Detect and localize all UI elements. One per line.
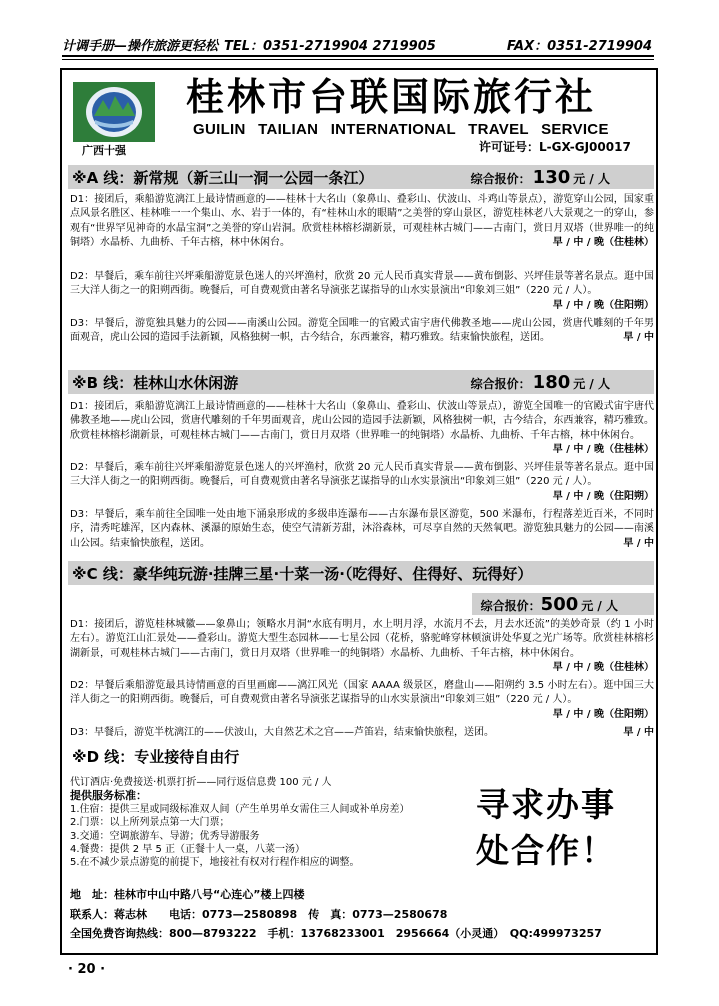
price-unit: 元 / 人	[581, 599, 618, 613]
meal-info: 早 / 中 / 晚（住桂林）	[552, 237, 654, 249]
header-slogan: 计调手册—操作旅游更轻松	[62, 39, 219, 54]
route-d-title: ※D 线：专业接待自由行	[72, 747, 240, 766]
route-b-day-1: D1：接团后，乘船游览漓江上最诗情画意的——桂林十大名山（象鼻山、叠彩山、伏波山等景点），游览全国唯一的官殿式宙宇唐代佛教圣地——虎山公园，赏唐代雕刻的千年男面观音，虎山公园的造园手法新颖，风格独树一帜，古今结合，东西兼容，精巧雅致。欣赏桂林榕杉湖新景，可观桂林古城门——古南门，赏日月双塔（世界唯一的纯铜塔）水晶桥、九曲桥、千年古榕，林中休闲台。 早 / 中 / 晚（住桂林）	[70, 400, 654, 458]
service-item: 5.在不减少景点游览的前提下，地接社有权对行程作相应的调整。	[70, 857, 360, 869]
meal-info: 早 / 中	[623, 332, 654, 344]
header-tel: TEL：0351-2719904 2719905	[224, 39, 436, 54]
route-a-bar	[68, 165, 654, 189]
coop-line-1: 寻求办事	[476, 785, 616, 824]
meal-info: 早 / 中 / 晚（住阳朔）	[552, 708, 654, 720]
price-label: 综合报价：	[470, 376, 531, 391]
company-name-cn: 桂林市台联国际旅行社	[186, 74, 597, 119]
services-intro: 代订酒店·免费接送·机票打折——同行返信息费 100 元 / 人	[70, 777, 332, 788]
price-value: 500	[540, 594, 579, 615]
route-a-day-1: D1：接团后，乘船游览漓江上最诗情画意的——桂林十大名山（象鼻山、叠彩山、伏波山、斗鸡山等景点），游览穿山公园，国家重点风景名胜区、桂林唯一一个集山、水、岩于一体的，有“桂林山水的眼睛”之美誉的穿山景区，游览桂林老八大景观之一的穿山，参观有“世界罕见神奇的水晶宝洞”之美誉的穿山岩洞。欣赏桂林榕杉湖新景，可观桂林古城门——古南门，赏日月双塔（世界唯一的纯铜塔）水晶桥、九曲桥、千年古榕，林中休闲台。 早 / 中 / 晚（住桂林）	[70, 193, 654, 251]
route-a-price	[471, 167, 654, 188]
route-a-day-2: D2：早餐后，乘车前往兴坪乘船游览景色迷人的兴坪渔村，欣赏 20 元人民币真实背景——黄布倒影、兴坪佳景等著名景点。逛中国三大洋人街之一的阳朔西街。晚餐后，可自费观赏由著名导演张艺谋指导的山水实景演出“印象刘三姐”（220 元 / 人）。 早 / 中 / 晚（住阳朔）	[70, 270, 654, 313]
price-label: 综合报价：	[470, 171, 531, 186]
route-c-day-3: D3：早餐后，游览半枕漓江的——伏波山，大自然艺术之宫——芦笛岩，结束愉快旅程，送团。 早 / 中	[70, 726, 654, 740]
meal-info: 早 / 中 / 晚（住阳朔）	[552, 490, 654, 502]
cooperation-slogan	[476, 782, 616, 874]
route-a-day-3: D3：早餐后，游览独具魅力的公园——南溪山公园。游览全国唯一的官殿式宙宇唐代佛教圣地——虎山公园，赏唐代雕刻的千年男面观音，虎山公园的造园手法新颖，风格独树一帜，古今结合，东西兼容，精巧雅致。结束愉快旅程，送团。 早 / 中	[70, 317, 654, 346]
route-c-bar	[68, 561, 654, 585]
price-value: 130	[532, 166, 571, 188]
route-b-day-3: D3：早餐后，乘车前往全国唯一处由地下涌泉形成的多级串连瀑布——古东瀑布景区游览，500 米瀑布，行程落差近百米，不同时序，清秀咤雄浑，区内森林、溪瀑的原始生态，使空气清新芳甜，沐浴森林，可尽享自然的天然氧吧。游览独具魅力的公园——南溪山公园。结束愉快旅程，送团。 早 / 中	[70, 508, 654, 551]
price-value: 180	[532, 371, 571, 393]
contact-address: 地 址：桂林市中山中路八号“心连心”楼上四楼	[70, 888, 305, 901]
service-item: 1.住宿：提供三星或同级标准双人间（产生单男单女需住三人间或补单房差）	[70, 803, 410, 815]
page-number: · 20 ·	[68, 962, 106, 977]
meal-info: 早 / 中	[623, 727, 654, 738]
meal-info: 早 / 中 / 晚（住桂林）	[552, 444, 654, 456]
route-a-title: ※A 线：新常规（新三山一洞一公园一条江）	[72, 168, 374, 187]
service-item: 4.餐费：提供 2 早 5 正（正餐十人一桌，八菜一汤）	[70, 844, 305, 856]
contact-hotline: 全国免费咨询热线：800—8793222 手机：13768233001 2956664（小灵通） QQ:499973257	[70, 927, 602, 940]
service-item: 2.门票：以上所列景点第一大门票；	[70, 817, 230, 829]
services-block	[70, 776, 410, 870]
page-header	[62, 32, 652, 54]
logo-caption: 广西十强	[82, 144, 126, 157]
header-rule-thin	[62, 59, 654, 60]
price-label: 综合报价：	[480, 599, 541, 613]
service-item: 3.交通：空调旅游车、导游；优秀导游服务	[70, 830, 260, 842]
header-fax: FAX：0351-2719904	[506, 39, 652, 54]
contact-person: 联系人：蒋志林 电话：0773—2580898 传 真：0773—2580678	[70, 908, 448, 921]
route-d-bar	[68, 744, 654, 768]
price-unit: 元 / 人	[573, 376, 610, 391]
route-c-price	[472, 593, 654, 615]
route-c-title: ※C 线：豪华纯玩游·挂牌三星·十菜一汤·（吃得好、住得好、玩得好）	[72, 564, 533, 583]
route-b-title: ※B 线：桂林山水休闲游	[72, 373, 239, 392]
header-rule	[62, 55, 654, 57]
route-c-day-2: D2：早餐后乘船游览最具诗情画意的百里画廊——漓江风光（国家 AAAA 级景区，磨盘山——阳朔约 3.5 小时左右）。逛中国三大洋人街之一的阳朔西街。晚餐后，可自费观赏由著名导演张艺谋指导的山水实景演出“印象刘三姐”（220 元 / 人）。 早 / 中 / 晚（住阳朔）	[70, 679, 654, 722]
coop-line-2: 处合作！	[476, 831, 616, 870]
company-logo-icon	[73, 82, 155, 142]
services-heading: 提供服务标准：	[70, 789, 147, 803]
route-b-day-2: D2：早餐后，乘车前往兴坪乘船游览景色迷人的兴坪渔村，欣赏 20 元人民币真实背景——黄布倒影、兴坪佳景等著名景点。逛中国三大洋人街之一的阳朔西街。晚餐后，可自费观赏由著名导演张艺谋指导的山水实景演出“印象刘三姐”（220 元 / 人）。 早 / 中 / 晚（住阳朔）	[70, 461, 654, 504]
license-number: 许可证号：L-GX-GJ00017	[479, 140, 631, 154]
route-b-bar	[68, 370, 654, 394]
meal-info: 早 / 中	[623, 537, 654, 549]
route-b-price	[471, 372, 654, 393]
meal-info: 早 / 中 / 晚（住阳朔）	[552, 299, 654, 311]
meal-info: 早 / 中 / 晚（住桂林）	[552, 662, 654, 674]
price-unit: 元 / 人	[573, 171, 610, 186]
company-name-en: GUILIN TAILIAN INTERNATIONAL TRAVEL SERVICE	[193, 121, 609, 138]
route-c-day-1: D1：接团后，游览桂林城徽——象鼻山；领略水月洞“水底有明月，水上明月浮，水流月不去，月去水还流”的美妙奇景（约 1 小时左右）。游览江山汇景处——叠彩山。游览大型生态园林——七星公园（花桥，骆驼峰穿林顿演讲处华夏之光广场等。欣赏桂林榕杉湖新景，可观桂林古城门——古南门，赏日月双塔（世界唯一的纯铜塔）水晶桥、九曲桥、千年古榕，林中休闲台。 早 / 中 / 晚（住桂林）	[70, 618, 654, 676]
